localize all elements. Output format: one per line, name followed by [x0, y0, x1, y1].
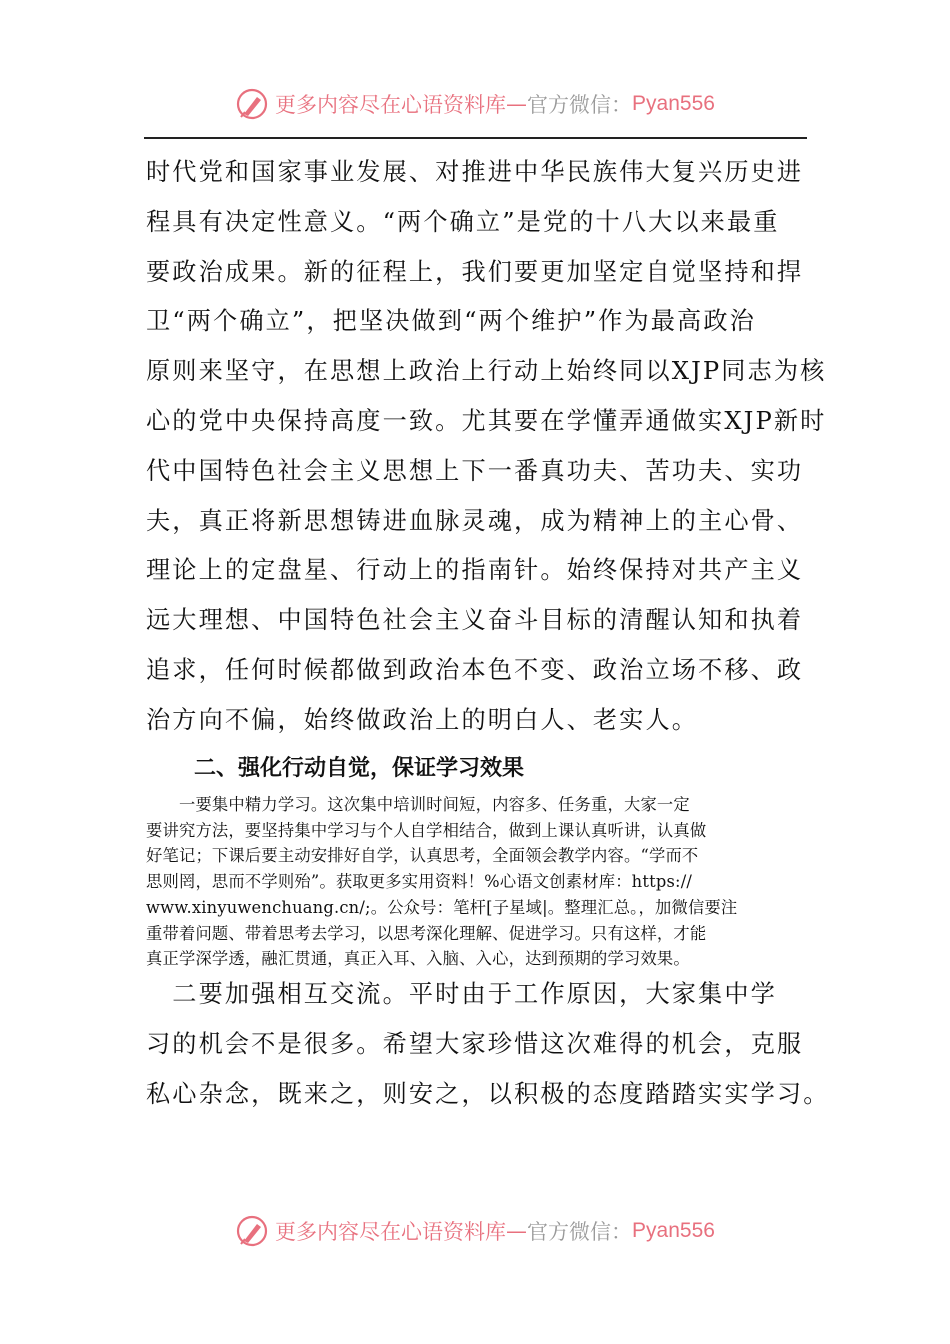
body-text-small	[146, 792, 811, 972]
text-line: 理论上的定盘星、行动上的指南针。始终保持对共产主义	[146, 556, 804, 585]
text-line: 重带着问题、带着思考去学习，以思考深化理解、促进学习。只有这样，才能	[146, 923, 707, 943]
text-line: 私心杂念，既来之，则安之，以积极的态度踏踏实实学习。	[146, 1079, 830, 1108]
footer-banner	[0, 1211, 950, 1251]
body-text-top	[146, 148, 827, 746]
banner-main-text: 更多内容尽在心语资料库	[275, 1220, 507, 1244]
text-line: 治方向不偏，始终做政治上的明白人、老实人。	[146, 705, 699, 734]
banner-wechat-label: 官方微信：	[527, 1220, 633, 1244]
text-line: www.xinyuwenchuang.cn/;。公众号：笔杆[子星域|。整理汇总。，加微信要注	[146, 897, 738, 917]
banner-wechat-id: Pyan556	[632, 92, 715, 115]
text-line: 卫“两个确立”，把坚决做到“两个维护”作为最高政治	[146, 307, 756, 336]
banner-separator: —	[506, 92, 528, 116]
text-line: 夫，真正将新思想铸进血脉灵魂，成为精神上的主心骨、	[146, 506, 804, 535]
banner-separator: —	[506, 1219, 528, 1243]
text-line: 好笔记；下课后要主动安排好自学，认真思考，全面领会教学内容。“学而不	[146, 846, 699, 866]
text-line: 真正学深学透，融汇贯通，真正入耳、入脑、入心，达到预期的学习效果。	[146, 949, 690, 969]
section-heading: 二、强化行动自觉，保证学习效果	[194, 756, 525, 781]
header-banner	[0, 84, 950, 124]
text-line: 要政治成果。新的征程上，我们要更加坚定自觉坚持和捍	[146, 257, 804, 286]
pen-nib-logo-icon	[235, 87, 269, 121]
banner-main-text: 更多内容尽在心语资料库	[275, 93, 507, 117]
header-divider	[144, 137, 807, 139]
text-line: 思则罔，思而不学则殆”。获取更多实用资料！%心语文创素材库：https://	[146, 872, 693, 892]
banner-wechat-id: Pyan556	[632, 1219, 715, 1242]
pen-nib-logo-icon	[235, 1214, 269, 1248]
text-line: 远大理想、中国特色社会主义奋斗目标的清醒认知和执着	[146, 606, 804, 635]
body-text-bottom	[146, 970, 830, 1119]
text-line: 程具有决定性意义。“两个确立”是党的十八大以来最重	[146, 207, 780, 236]
text-line: 要讲究方法，要坚持集中学习与个人自学相结合，做到上课认真听讲，认真做	[146, 820, 707, 840]
banner-wechat-label: 官方微信：	[527, 93, 633, 117]
text-line: 追求，任何时候都做到政治本色不变、政治立场不移、政	[146, 655, 804, 684]
text-line: 一要集中精力学习。这次集中培训时间短，内容多、任务重，大家一定	[146, 795, 690, 814]
text-line: 心的党中央保持高度一致。尤其要在学懂弄通做实XJP新时	[146, 406, 827, 435]
text-line: 习的机会不是很多。希望大家珍惜这次难得的机会，克服	[146, 1029, 804, 1058]
text-line: 代中国特色社会主义思想上下一番真功夫、苦功夫、实功	[146, 456, 804, 485]
text-line: 原则来坚守，在思想上政治上行动上始终同以XJP同志为核	[146, 357, 827, 386]
text-line: 二要加强相互交流。平时由于工作原因，大家集中学	[146, 980, 777, 1008]
text-line: 时代党和国家事业发展、对推进中华民族伟大复兴历史进	[146, 158, 804, 186]
